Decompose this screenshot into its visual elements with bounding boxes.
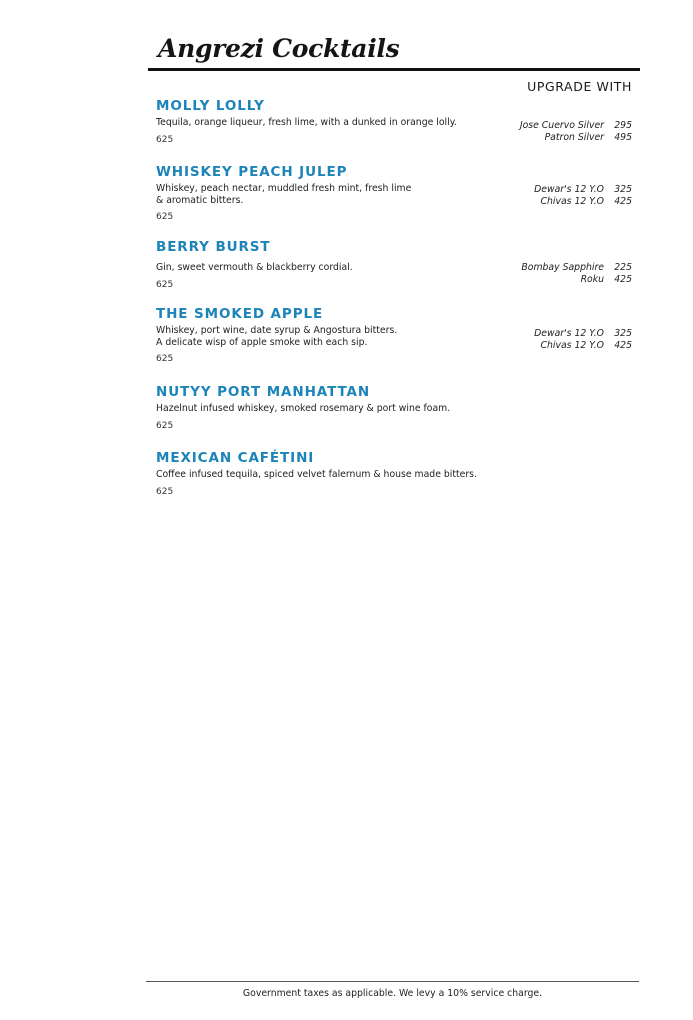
description-line: Whiskey, peach nectar, muddled fresh mint, fresh lime	[156, 183, 412, 194]
upgrade-option	[470, 196, 632, 208]
item-description: Gin, sweet vermouth & blackberry cordial.	[156, 262, 353, 273]
upgrade-price: 225	[614, 262, 632, 273]
item-price: 625	[156, 134, 174, 145]
item-name: MOLLY LOLLY	[156, 98, 265, 114]
upgrade-price: 425	[614, 340, 632, 351]
upgrade-option	[470, 120, 632, 132]
item-name: BERRY BURST	[156, 239, 271, 255]
item-name: THE SMOKED APPLE	[156, 306, 324, 322]
item-description: Hazelnut infused whiskey, smoked rosemary & port wine foam.	[156, 403, 451, 414]
item-name: WHISKEY PEACH JULEP	[156, 164, 348, 180]
upgrade-option	[470, 340, 632, 352]
description-line: A delicate wisp of apple smoke with each sip.	[156, 336, 368, 348]
title-divider	[148, 68, 640, 71]
upgrade-name: Jose Cuervo Silver	[519, 120, 604, 131]
upgrade-heading: UPGRADE WITH	[527, 79, 632, 94]
upgrade-price: 495	[614, 132, 632, 143]
description-line: & aromatic bitters.	[156, 194, 244, 206]
item-description	[156, 183, 496, 206]
upgrade-option	[470, 262, 632, 274]
upgrade-price: 295	[614, 120, 632, 131]
menu-item-nutyy-port-manhattan	[156, 384, 636, 432]
footer-divider	[146, 981, 639, 982]
upgrade-name: Dewar's 12 Y.O	[534, 184, 604, 195]
upgrade-option	[470, 274, 632, 286]
item-name: MEXICAN CAFÉTINI	[156, 450, 315, 466]
upgrade-name: Dewar's 12 Y.O	[534, 328, 604, 339]
upgrade-list	[470, 262, 632, 286]
item-name: NUTYY PORT MANHATTAN	[156, 384, 371, 400]
item-price: 625	[156, 279, 174, 290]
upgrade-option	[470, 184, 632, 196]
item-description	[156, 325, 496, 348]
menu-title: Angrezi Cocktails	[158, 34, 400, 63]
upgrade-name: Bombay Sapphire	[521, 262, 604, 273]
upgrade-name: Chivas 12 Y.O	[540, 340, 604, 351]
item-description: Coffee infused tequila, spiced velvet falernum & house made bitters.	[156, 469, 477, 480]
item-price: 625	[156, 486, 174, 497]
item-price: 625	[156, 354, 174, 364]
upgrade-name: Patron Silver	[544, 132, 604, 143]
upgrade-price: 325	[614, 184, 632, 195]
description-line: Whiskey, port wine, date syrup & Angostura bitters.	[156, 325, 398, 336]
upgrade-price: 425	[614, 196, 632, 207]
upgrade-list	[470, 328, 632, 352]
item-price: 625	[156, 420, 174, 431]
menu-item-mexican-cafetini	[156, 450, 636, 498]
upgrade-list	[470, 120, 632, 144]
upgrade-option	[470, 132, 632, 144]
upgrade-option	[470, 328, 632, 340]
upgrade-name: Roku	[580, 274, 604, 285]
item-description: Tequila, orange liqueur, fresh lime, with a dunked in orange lolly.	[156, 117, 457, 128]
upgrade-price: 425	[614, 274, 632, 285]
footer-note: Government taxes as applicable. We levy a 10% service charge.	[242, 988, 543, 999]
upgrade-list	[470, 184, 632, 208]
upgrade-price: 325	[614, 328, 632, 339]
upgrade-name: Chivas 12 Y.O	[540, 196, 604, 207]
item-price: 625	[156, 212, 174, 222]
